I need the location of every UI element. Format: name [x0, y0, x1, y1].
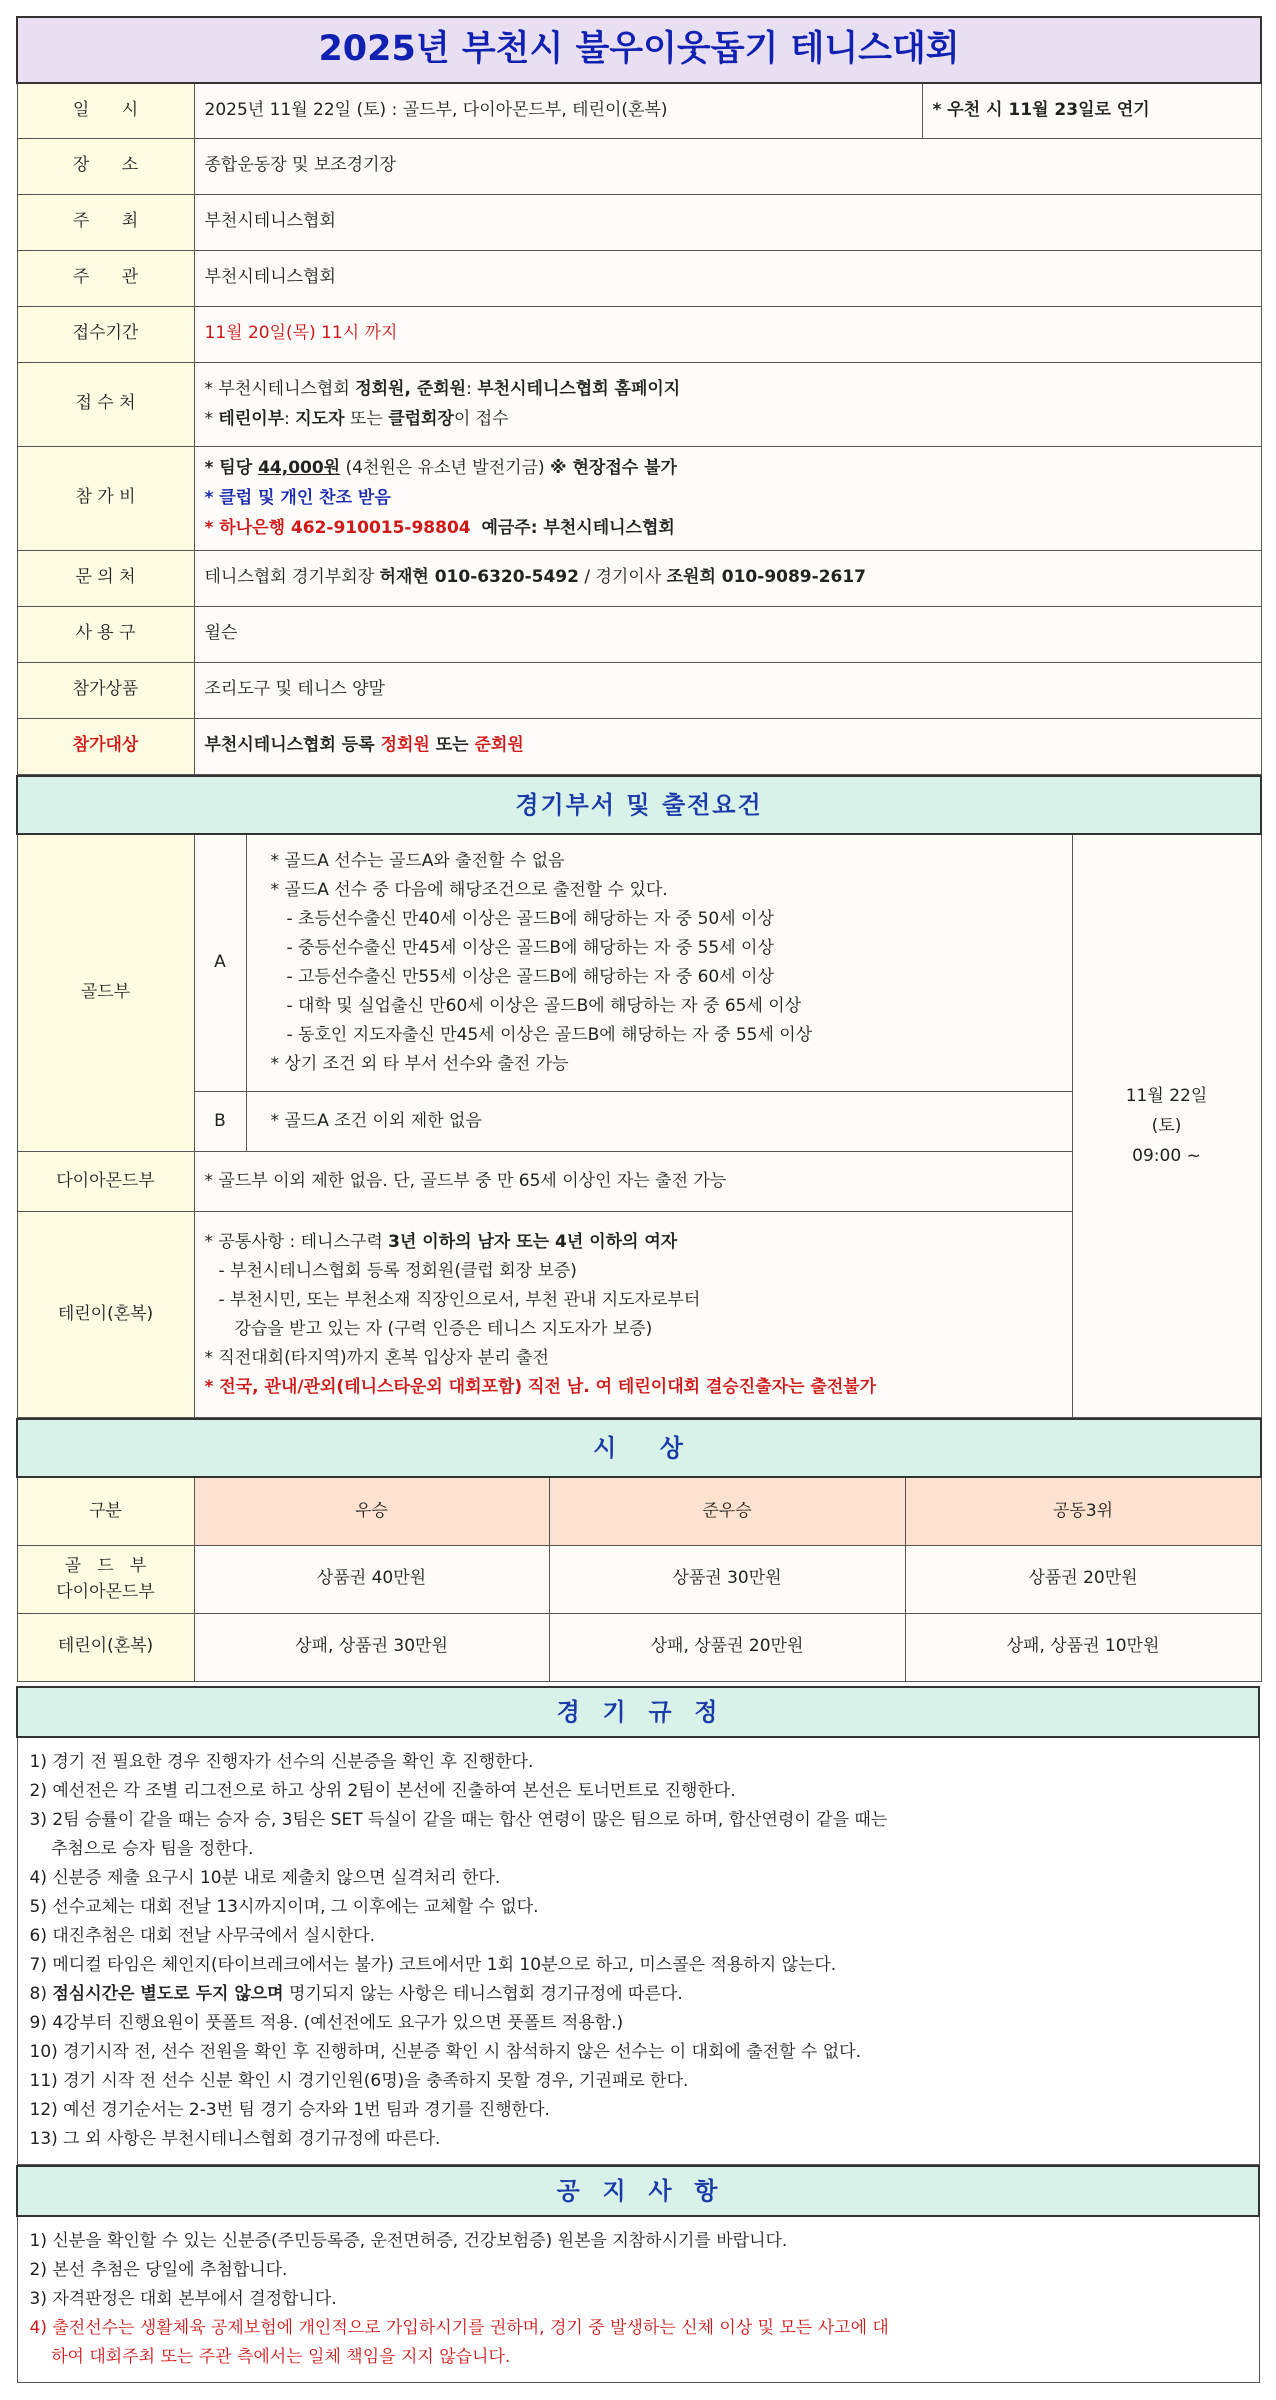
gold-label: 골드부 — [17, 834, 194, 1152]
rule-item: 13) 그 외 사항은 부천시테니스협회 경기규정에 따른다. — [29, 2128, 441, 2149]
host-value: 부천시테니스협회 — [194, 194, 1261, 250]
organizer-label: 주 관 — [17, 250, 194, 306]
gift-label: 참가상품 — [17, 662, 194, 718]
notice-heading: 공 지 사 항 — [17, 2166, 1259, 2216]
prize-gold-third: 상품권 20만원 — [905, 1545, 1261, 1613]
notice-item: 4) 출전선수는 생활체육 공제보험에 개인적으로 가입하시기를 권하며, 경기 중 발생하는 신체 이상 및 모든 사고에 대 — [29, 2317, 889, 2338]
target-label: 참가대상 — [17, 718, 194, 774]
gold-b-rules: * 골드A 조건 이외 제한 없음 — [246, 1092, 1072, 1152]
notice-item: 3) 자격판정은 대회 본부에서 결정합니다. — [29, 2288, 337, 2309]
fee-value: * 팀당 44,000원 (4천원은 유소년 발전기금) ※ 현장접수 불가 * 클럽 및 개인 찬조 받음 * 하나은행 462-910015-98804 예금주: 부천시테니스협회 — [194, 446, 1261, 550]
prize-col-division: 구분 — [17, 1477, 194, 1545]
venue-label: 장 소 — [17, 138, 194, 194]
period-label: 접수기간 — [17, 306, 194, 362]
rule-item: 5) 선수교체는 대회 전날 13시까지이며, 그 이후에는 교체할 수 없다. — [29, 1896, 539, 1917]
rule-item: 6) 대진추첨은 대회 전날 사무국에서 실시한다. — [29, 1925, 375, 1946]
receipt-label: 접 수 처 — [17, 362, 194, 446]
division-table — [16, 775, 1262, 1419]
rule-item: 9) 4강부터 진행요원이 풋폴트 적용. (예선전에도 요구가 있으면 풋폴트 적용함.) — [29, 2012, 624, 2033]
poster — [16, 16, 1260, 2383]
fee-label: 참 가 비 — [17, 446, 194, 550]
gold-b-label: B — [194, 1092, 246, 1152]
notice-item: 하여 대회주최 또는 주관 측에서는 일체 책임을 지지 않습니다. — [29, 2346, 511, 2367]
diamond-rules: * 골드부 이외 제한 없음. 단, 골드부 중 만 65세 이상인 자는 출전 가능 — [194, 1152, 1072, 1212]
rules-heading: 경 기 규 정 — [17, 1687, 1259, 1737]
rule-item: 8) 점심시간은 별도로 두지 않으며 명기되지 않는 사항은 테니스협회 경기규정에 따른다. — [29, 1983, 683, 2004]
diamond-label: 다이아몬드부 — [17, 1152, 194, 1212]
date-label: 일 시 — [17, 83, 194, 138]
rule-item: 1) 경기 전 필요한 경우 진행자가 선수의 신분증을 확인 후 진행한다. — [29, 1751, 534, 1772]
rules-table — [16, 1686, 1260, 2165]
rule-item: 11) 경기 시작 전 선수 신분 확인 시 경기인원(6명)을 충족하지 못할 경우, 기권패로 한다. — [29, 2070, 689, 2091]
period-value: 11월 20일(목) 11시 까지 — [194, 306, 1261, 362]
poster-title: 2025년 부천시 불우이웃돕기 테니스대회 — [17, 17, 1261, 83]
prize-col-runner-up: 준우승 — [549, 1477, 905, 1545]
match-date: 11월 22일 (토) 09:00 ~ — [1072, 834, 1261, 1418]
prize-rookie-third: 상패, 상품권 10만원 — [905, 1613, 1261, 1681]
division-heading: 경기부서 및 출전요건 — [17, 776, 1261, 834]
prize-gold-winner: 상품권 40만원 — [194, 1545, 549, 1613]
prize-rookie-winner: 상패, 상품권 30만원 — [194, 1613, 549, 1681]
ball-label: 사 용 구 — [17, 606, 194, 662]
prize-gold-runner-up: 상품권 30만원 — [549, 1545, 905, 1613]
receipt-value: * 부천시테니스협회 정회원, 준회원: 부천시테니스협회 홈페이지 * 테린이부: 지도자 또는 클럽회장이 접수 — [194, 362, 1261, 446]
rule-item: 7) 메디컬 타임은 체인지(타이브레크에서는 불가) 코트에서만 1회 10분으로 하고, 미스콜은 적용하지 않는다. — [29, 1954, 837, 1975]
rule-item: 12) 예선 경기순서는 2-3번 팀 경기 승자와 1번 팀과 경기를 진행한다. — [29, 2099, 550, 2120]
rookie-label: 테린이(혼복) — [17, 1212, 194, 1418]
rule-item: 10) 경기시작 전, 선수 전원을 확인 후 진행하며, 신분증 확인 시 참석하지 않은 선수는 이 대회에 출전할 수 없다. — [29, 2041, 861, 2062]
prize-heading: 시 상 — [17, 1419, 1261, 1477]
notice-item: 1) 신분을 확인할 수 있는 신분증(주민등록증, 운전면허증, 건강보험증) 원본을 지참하시기를 바랍니다. — [29, 2230, 788, 2251]
rule-item: 3) 2팀 승률이 같을 때는 승자 승, 3팀은 SET 득실이 같을 때는 합산 연령이 많은 팀으로 하며, 합산연령이 같을 때는 — [29, 1809, 888, 1830]
prize-col-third: 공동3위 — [905, 1477, 1261, 1545]
host-label: 주 최 — [17, 194, 194, 250]
prize-table — [16, 1418, 1262, 1682]
gold-a-label: A — [194, 834, 246, 1092]
target-value: 부천시테니스협회 등록 정회원 또는 준회원 — [194, 718, 1261, 774]
notice-table — [16, 2165, 1260, 2383]
prize-row-rookie-label: 테린이(혼복) — [17, 1613, 194, 1681]
gold-a-rules: * 골드A 선수는 골드A와 출전할 수 없음 * 골드A 선수 중 다음에 해당조건으로 출전할 수 있다. - 초등선수출신 만40세 이상은 골드B에 해당하는 자 중 50세 이상 - 중등선수출신 만45세 이상은 골드B에 해당하는 자 중 55세 이상 - 고등선수출신 만55세 이상은 골드B에 해당하는 자 중 60세 이상 - 대학 및 실업출신 만60세 이상은 골드B에 해당하는 자 중 65세 이상 - 동호인 지도자출신 만45세 이상은 골드B에 해당하는 자 중 55세 이상 * 상기 조건 외 타 부서 선수와 출전 가능 — [246, 834, 1072, 1092]
prize-row-gold-label: 골 드 부 다이아몬드부 — [17, 1545, 194, 1613]
rain-note: * 우천 시 11월 23일로 연기 — [922, 83, 1261, 138]
contact-value: 테니스협회 경기부회장 허재현 010-6320-5492 / 경기이사 조원희 010-9089-2617 — [194, 550, 1261, 606]
rules-list — [17, 1737, 1259, 2165]
rule-item: 4) 신분증 제출 요구시 10분 내로 제출치 않으면 실격처리 한다. — [29, 1867, 501, 1888]
organizer-value: 부천시테니스협회 — [194, 250, 1261, 306]
date-value: 2025년 11월 22일 (토) : 골드부, 다이아몬드부, 테린이(혼복) — [194, 83, 922, 138]
contact-label: 문 의 처 — [17, 550, 194, 606]
rule-item: 추첨으로 승자 팀을 정한다. — [29, 1838, 254, 1859]
ball-value: 윌슨 — [194, 606, 1261, 662]
gift-value: 조리도구 및 테니스 양말 — [194, 662, 1261, 718]
rookie-rules: * 공통사항 : 테니스구력 3년 이하의 남자 또는 4년 이하의 여자 - 부천시테니스협회 등록 정회원(클럽 회장 보증) - 부천시민, 또는 부천소재 직장인으로서, 부천 관내 지도자로부터 강습을 받고 있는 자 (구력 인증은 테니스 지도자가 보증) * 직전대회(타지역)까지 혼복 입상자 분리 출전 * 전국, 관내/관외(테니스타운외 대회포함) 직전 남. 여 테린이대회 결승진출자는 출전불가 — [194, 1212, 1072, 1418]
notice-list — [17, 2216, 1259, 2383]
venue-value: 종합운동장 및 보조경기장 — [194, 138, 1261, 194]
rule-item: 2) 예선전은 각 조별 리그전으로 하고 상위 2팀이 본선에 진출하여 본선은 토너먼트로 진행한다. — [29, 1780, 736, 1801]
info-table — [16, 16, 1262, 775]
prize-col-winner: 우승 — [194, 1477, 549, 1545]
notice-item: 2) 본선 추첨은 당일에 추첨합니다. — [29, 2259, 288, 2280]
prize-rookie-runner-up: 상패, 상품권 20만원 — [549, 1613, 905, 1681]
